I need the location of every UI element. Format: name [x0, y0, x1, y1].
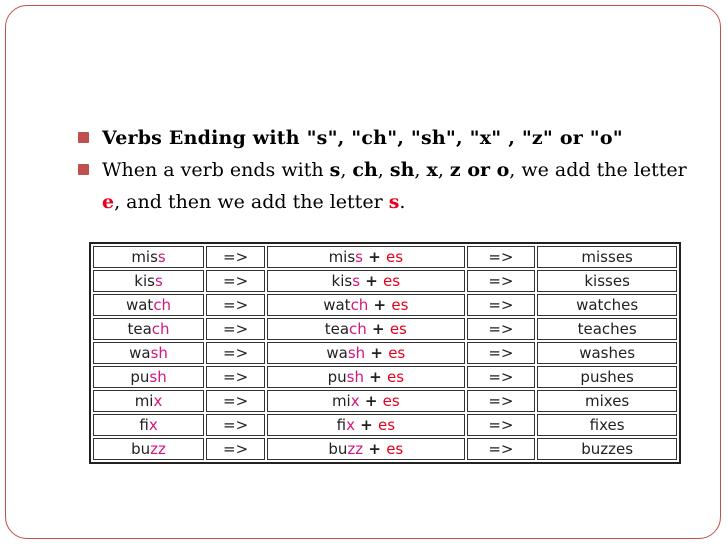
table-row [93, 438, 677, 460]
table-row [93, 270, 677, 292]
arrow-cell: => [206, 342, 265, 364]
verb-conjugation-table [89, 242, 681, 464]
arrow-cell: => [467, 390, 536, 412]
base-verb-cell: fix [93, 414, 204, 436]
result-cell: buzzes [537, 438, 677, 460]
rule-cell: wash + es [267, 342, 464, 364]
square-bullet-icon [78, 132, 89, 143]
arrow-cell: => [206, 294, 265, 316]
result-cell: pushes [537, 366, 677, 388]
table-row [93, 318, 677, 340]
result-cell: fixes [537, 414, 677, 436]
base-verb-cell: kiss [93, 270, 204, 292]
base-verb-cell: mix [93, 390, 204, 412]
base-verb-cell: teach [93, 318, 204, 340]
rule-cell: push + es [267, 366, 464, 388]
arrow-cell: => [206, 390, 265, 412]
arrow-cell: => [206, 246, 265, 268]
base-verb-cell: wash [93, 342, 204, 364]
bullet-item-heading [78, 122, 698, 154]
result-cell: watches [537, 294, 677, 316]
result-cell: kisses [537, 270, 677, 292]
table-row [93, 246, 677, 268]
square-bullet-icon [78, 164, 89, 175]
result-cell: teaches [537, 318, 677, 340]
table-row [93, 390, 677, 412]
arrow-cell: => [467, 294, 536, 316]
rule-cell: kiss + es [267, 270, 464, 292]
table-row [93, 366, 677, 388]
rule-cell: watch + es [267, 294, 464, 316]
table-row [93, 414, 677, 436]
arrow-cell: => [467, 342, 536, 364]
rule-cell: mix + es [267, 390, 464, 412]
arrow-cell: => [467, 246, 536, 268]
rule-cell: teach + es [267, 318, 464, 340]
arrow-cell: => [467, 270, 536, 292]
arrow-cell: => [206, 270, 265, 292]
base-verb-cell: push [93, 366, 204, 388]
rule-cell: miss + es [267, 246, 464, 268]
arrow-cell: => [467, 438, 536, 460]
base-verb-cell: buzz [93, 438, 204, 460]
result-cell: washes [537, 342, 677, 364]
arrow-cell: => [206, 318, 265, 340]
rule-cell: fix + es [267, 414, 464, 436]
arrow-cell: => [467, 366, 536, 388]
bullet-list [78, 122, 698, 218]
arrow-cell: => [467, 414, 536, 436]
base-verb-cell: watch [93, 294, 204, 316]
bullet-heading-text: Verbs Ending with "s", "ch", "sh", "x" , "z" or "o" [102, 127, 623, 149]
rule-cell: buzz + es [267, 438, 464, 460]
arrow-cell: => [206, 366, 265, 388]
table-row [93, 294, 677, 316]
arrow-cell: => [467, 318, 536, 340]
base-verb-cell: miss [93, 246, 204, 268]
result-cell: mixes [537, 390, 677, 412]
table-row [93, 342, 677, 364]
rule-text: When a verb ends with s, ch, sh, x, z or o, we add the letter e, and then we add the letter s. [102, 159, 687, 213]
arrow-cell: => [206, 414, 265, 436]
bullet-item-rule [78, 154, 698, 218]
result-cell: misses [537, 246, 677, 268]
arrow-cell: => [206, 438, 265, 460]
